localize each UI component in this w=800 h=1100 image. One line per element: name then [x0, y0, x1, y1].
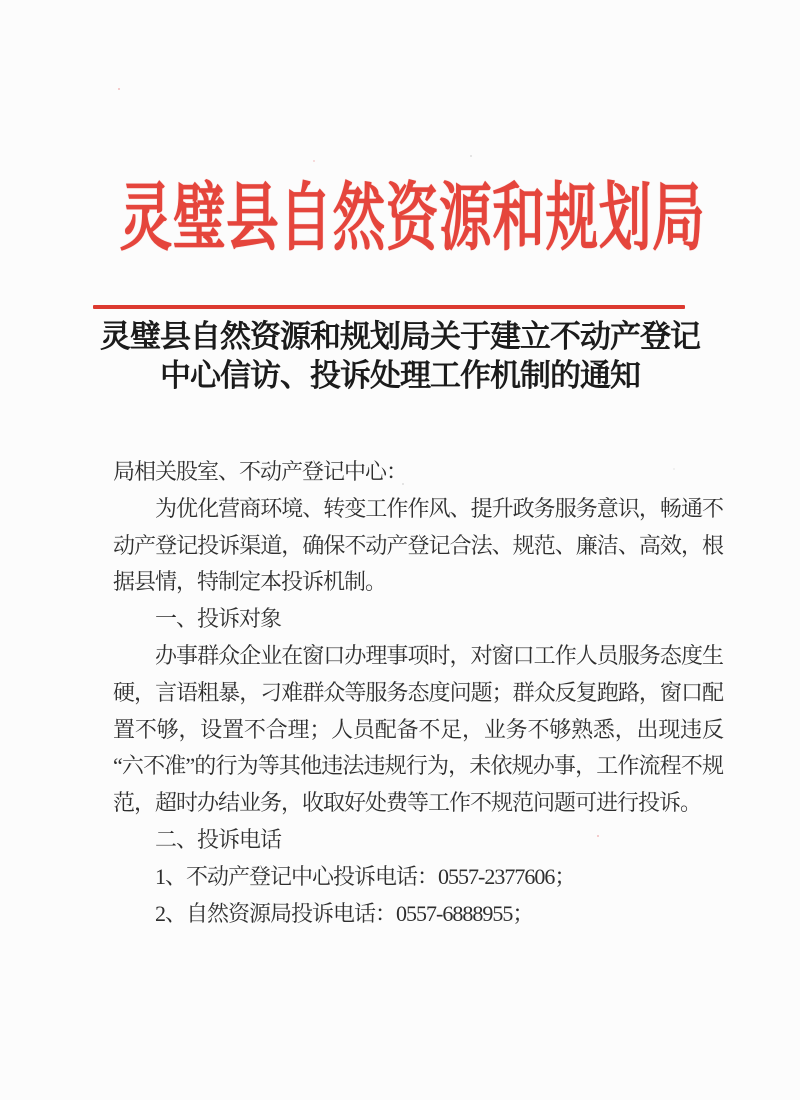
letterhead-agency-name-text: 灵璧县自然资源和规划局: [119, 178, 706, 260]
notice-body: [113, 454, 723, 932]
notice-title-line2: 中心信访、投诉处理工作机制的通知: [160, 358, 640, 393]
notice-title-line1: 灵璧县自然资源和规划局关于建立不动产登记: [100, 319, 700, 354]
section-heading-complaint-targets: 一、投诉对象: [155, 606, 282, 632]
paragraph-purpose: 为优化营商环境、转变工作作风、提升政务服务意识，畅通不动产登记投诉渠道，确保不动产登记合法、规范、廉洁、高效，根据县情，特制定本投诉机制。: [113, 495, 723, 595]
letterhead-divider-line: [93, 305, 685, 309]
phone-line-resources-bureau: 2、自然资源局投诉电话：0557-6888955；: [155, 900, 534, 926]
letterhead-agency-name: [0, 180, 800, 258]
paragraph-complaint-targets: 办事群众企业在窗口办理事项时，对窗口工作人员服务态度生硬，言语粗暴，刁难群众等服务态度问题；群众反复跑路，窗口配置不够，设置不合理；人员配备不足，业务不够熟悉，出现违反“六不准”的行为等其他违法违规行为，未依规办事，工作流程不规范，超时办结业务，收取好处费等工作不规范问题可进行投诉。: [113, 642, 723, 816]
salutation: 局相关股室、不动产登记中心：: [113, 459, 408, 484]
phone-line-registration-center: 1、不动产登记中心投诉电话：0557-2377606；: [155, 863, 576, 889]
notice-title: [0, 317, 800, 395]
section-heading-complaint-phones: 二、投诉电话: [155, 826, 282, 852]
